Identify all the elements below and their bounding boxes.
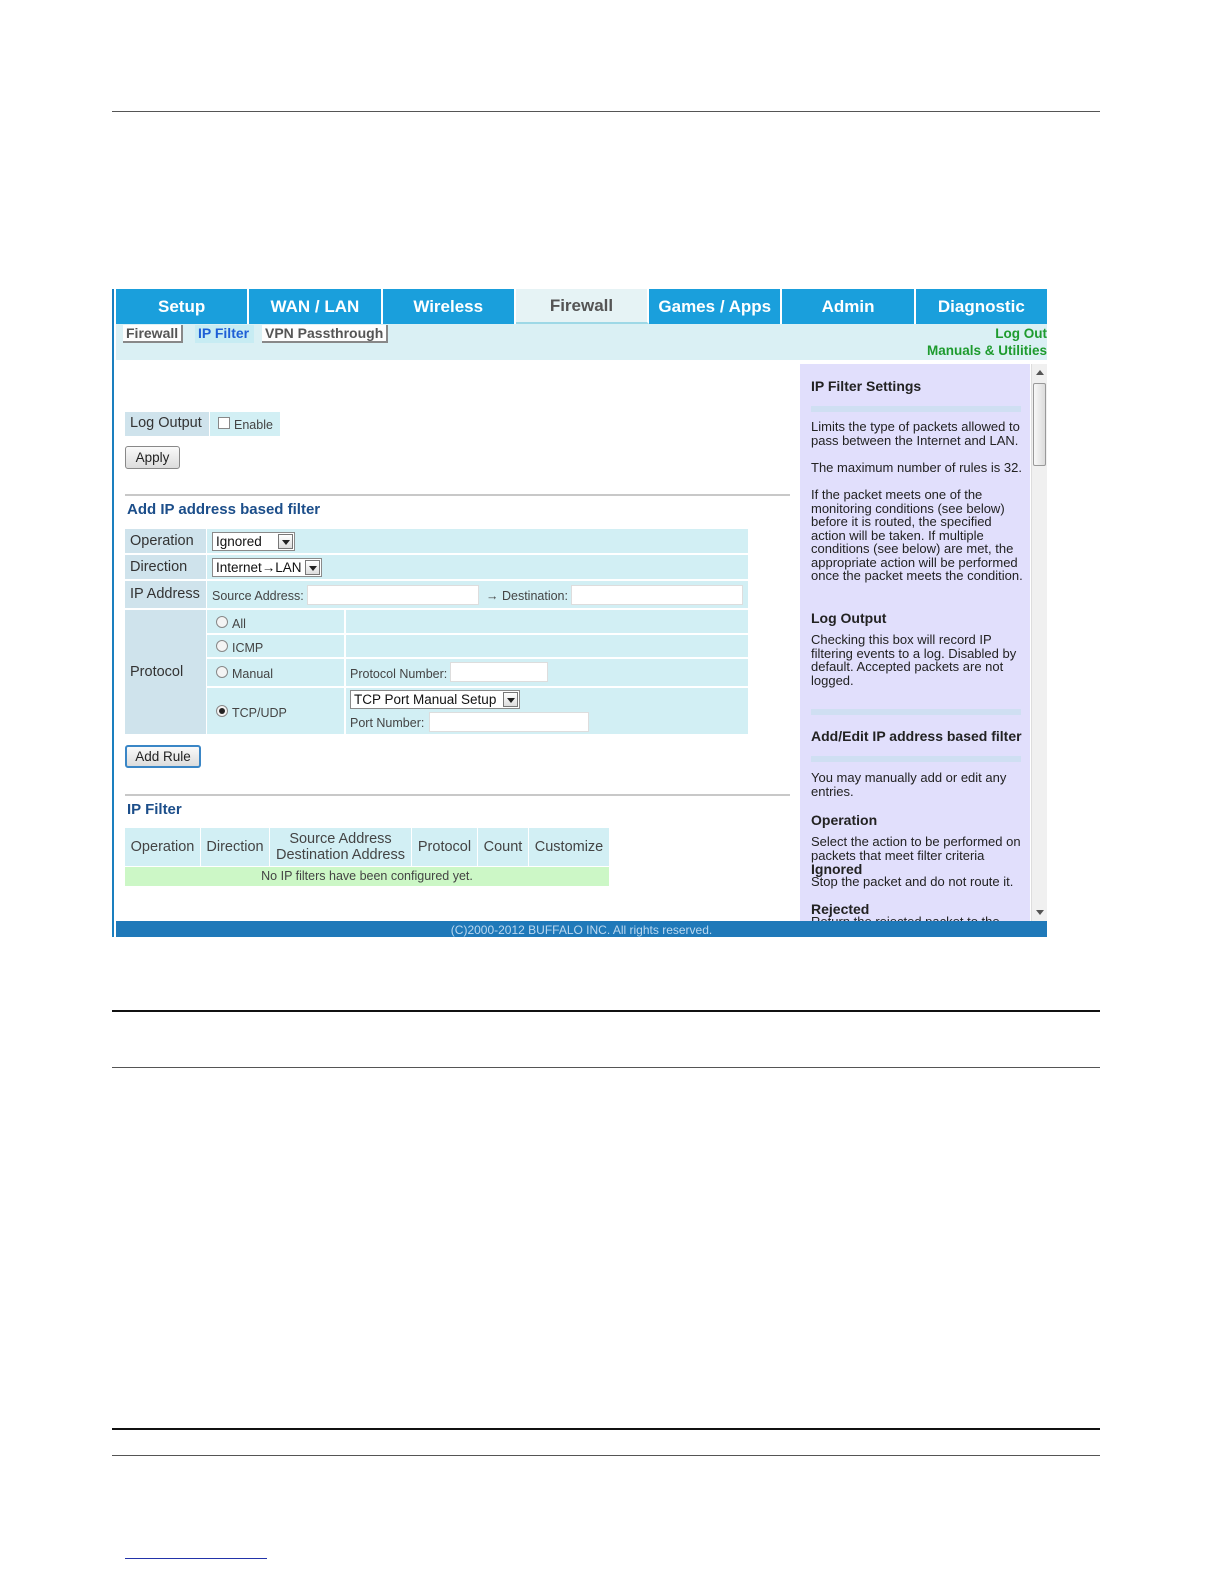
chevron-down-icon [305, 560, 320, 575]
port-number-label: Port Number: [350, 716, 425, 730]
ip-address-label: IP Address [125, 581, 206, 608]
source-address-label: Source Address: [212, 589, 304, 603]
help-operation-title: Operation [811, 812, 878, 828]
operation-select[interactable]: Ignored [212, 532, 295, 551]
tab-firewall[interactable]: Firewall [516, 289, 649, 324]
add-rule-button[interactable]: Add Rule [125, 745, 201, 768]
help-divider [811, 756, 1021, 762]
column-header-direction: Direction [201, 828, 269, 866]
protocol-manual-radio[interactable] [216, 666, 228, 678]
protocol-number-input[interactable] [450, 662, 548, 682]
scroll-up-icon[interactable] [1036, 370, 1044, 375]
protocol-row-all [207, 610, 748, 633]
column-header-protocol: Protocol [412, 828, 477, 866]
log-enable-label: Enable [234, 418, 273, 432]
help-add-title: Add/Edit IP address based filter [811, 728, 1022, 744]
sub-navigation [116, 324, 1047, 360]
column-header-source: Source Address [289, 831, 392, 847]
direction-select[interactable]: Internet→LAN [212, 558, 322, 577]
log-output-label: Log Output [125, 412, 209, 436]
separator [125, 494, 790, 496]
section-rule-3 [112, 1428, 1100, 1430]
operation-label: Operation [125, 529, 206, 553]
separator [125, 794, 790, 796]
footnote-rule [125, 1558, 267, 1559]
protocol-row-icmp [207, 635, 748, 657]
tab-wireless[interactable]: Wireless [383, 289, 516, 324]
help-rejected-title: Rejected [811, 901, 870, 917]
help-divider [811, 406, 1021, 412]
help-text: Limits the type of packets allowed to pass between the Internet and LAN. [811, 419, 1020, 448]
empty-table-message: No IP filters have been configured yet. [125, 867, 609, 886]
protocol-tcpudp-label: TCP/UDP [232, 706, 287, 720]
protocol-manual-label: Manual [232, 667, 273, 681]
column-header-destination: Destination Address [276, 847, 405, 863]
port-number-input[interactable] [429, 712, 589, 732]
ip-filter-title: IP Filter [127, 801, 182, 818]
protocol-icmp-label: ICMP [232, 641, 264, 655]
help-ignored-title: Ignored [811, 861, 863, 877]
help-text: Stop the packet and do not route it. [811, 874, 1014, 889]
column-header-customize: Customize [529, 828, 609, 866]
help-text: If the packet meets one of the monitoring conditions (see below) before it is routed, the specified action will be taken. If multiple conditions (see below) are met, the appropriate action will be performed once the packet meets the condition. [811, 487, 1023, 583]
help-panel [800, 364, 1030, 921]
section-rule-4 [112, 1455, 1100, 1456]
help-title: IP Filter Settings [811, 378, 922, 394]
scroll-down-icon[interactable] [1036, 910, 1044, 915]
tab-admin[interactable]: Admin [782, 289, 915, 324]
protocol-column-divider [344, 610, 346, 734]
port-setup-select[interactable]: TCP Port Manual Setup [350, 690, 520, 709]
help-text: The maximum number of rules is 32. [811, 460, 1022, 475]
log-enable-checkbox[interactable] [218, 417, 230, 429]
protocol-all-radio[interactable] [216, 616, 228, 628]
destination-input[interactable] [571, 585, 743, 605]
scroll-thumb[interactable] [1033, 383, 1046, 466]
protocol-label: Protocol [125, 610, 206, 734]
help-divider [811, 709, 1021, 715]
protocol-all-label: All [232, 617, 246, 631]
subtab-firewall[interactable]: Firewall [123, 325, 183, 343]
logout-link[interactable]: Log Out [995, 326, 1047, 341]
add-filter-title: Add IP address based filter [127, 501, 321, 518]
column-header-operation: Operation [125, 828, 200, 866]
column-header-source-destination [270, 828, 411, 866]
destination-label: → Destination: [486, 589, 568, 603]
manuals-utilities-link[interactable]: Manuals & Utilities [926, 343, 1047, 358]
log-output-cell [210, 412, 280, 436]
section-rule-2 [112, 1067, 1100, 1068]
protocol-tcpudp-radio[interactable] [216, 705, 228, 717]
main-tab-bar [116, 289, 1047, 324]
copyright-footer: (C)2000-2012 BUFFALO INC. All rights reserved. [116, 921, 1047, 937]
direction-label: Direction [125, 555, 206, 579]
help-scrollbar[interactable] [1031, 364, 1047, 921]
protocol-icmp-radio[interactable] [216, 640, 228, 652]
subtab-vpn-passthrough[interactable]: VPN Passthrough [262, 325, 388, 343]
help-text: Checking this box will record IP filtering events to a log. Disabled by default. Accepted packets are not logged. [811, 632, 1017, 688]
help-text: Select the action to be performed on packets that meet filter criteria [811, 834, 1021, 863]
apply-button[interactable]: Apply [125, 446, 180, 469]
tab-setup[interactable]: Setup [116, 289, 249, 324]
chevron-down-icon [278, 534, 293, 549]
protocol-number-label: Protocol Number: [350, 667, 448, 681]
subtab-ip-filter[interactable]: IP Filter [195, 325, 254, 343]
column-header-count: Count [478, 828, 528, 866]
tab-games-apps[interactable]: Games / Apps [649, 289, 782, 324]
chevron-down-icon [503, 692, 518, 707]
router-admin-screenshot [112, 289, 1047, 937]
tab-wan-lan[interactable]: WAN / LAN [249, 289, 382, 324]
help-log-title: Log Output [811, 610, 887, 626]
help-text: You may manually add or edit any entries. [811, 770, 1007, 799]
section-rule-1 [112, 1010, 1100, 1012]
page-header-rule [112, 111, 1100, 112]
source-address-input[interactable] [307, 585, 479, 605]
tab-diagnostic[interactable]: Diagnostic [916, 289, 1047, 324]
